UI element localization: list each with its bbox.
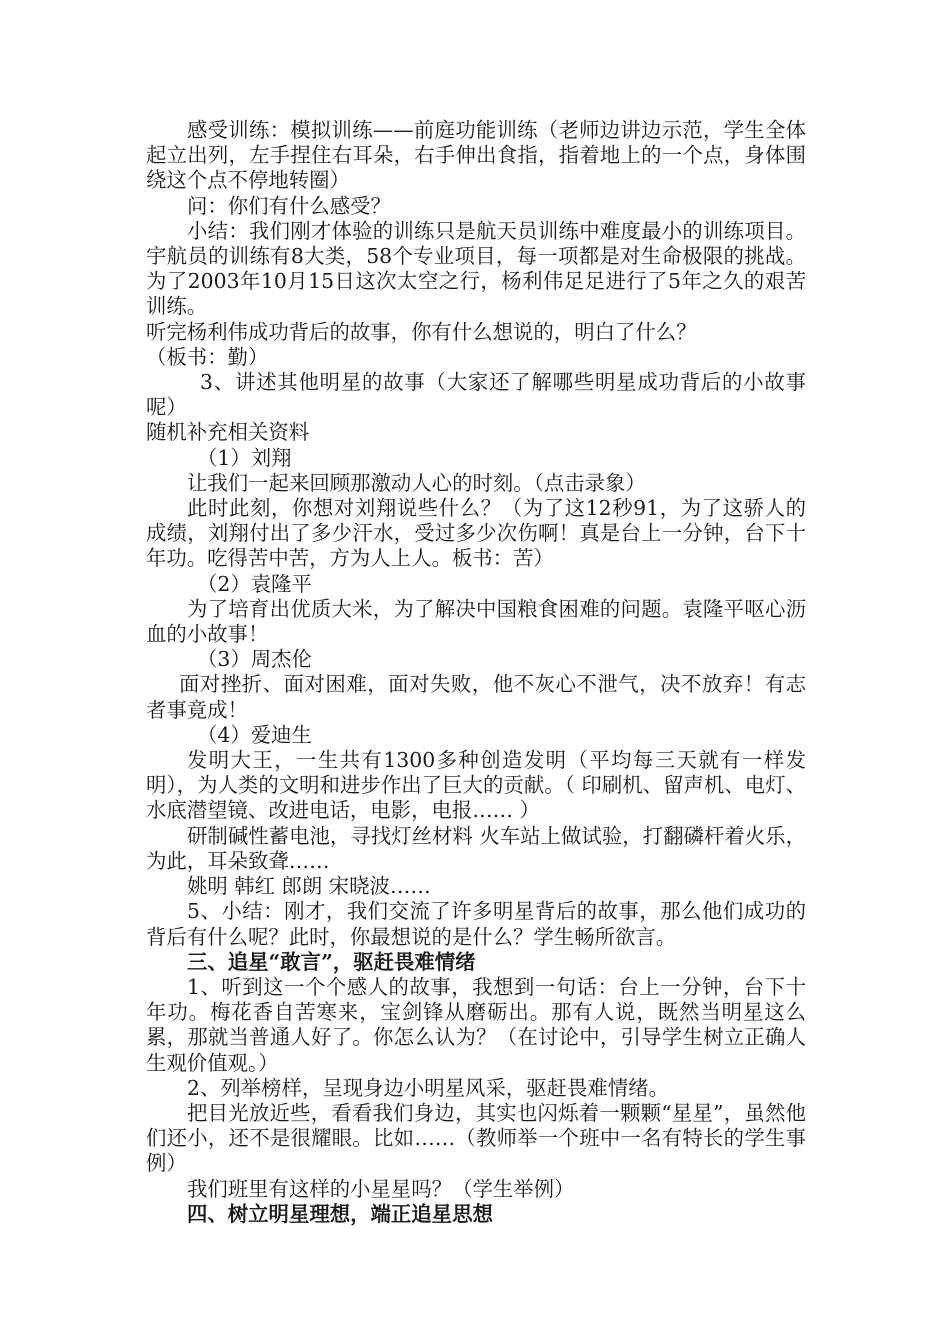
paragraph: 姚明 韩红 郎朗 宋晓波…… [187, 874, 431, 899]
paragraph: 听完杨利伟成功背后的故事，你有什么想说的，明白了什么？ [146, 319, 697, 344]
paragraph: （板书：勤） [146, 344, 269, 369]
paragraph: 面对挫折、面对困难，面对失败，他不灰心不泄气，决不放弃！有志者事竟成！ [146, 672, 806, 722]
paragraph: 小结：我们刚才体验的训练只是航天员训练中难度最小的训练项目。宇航员的训练有8大类，58个专业项目，每一项都是对生命极限的挑战。为了2003年10月15日这次太空之行，杨利伟足足进行了5年之久的艰苦训练。 [146, 218, 806, 319]
section-heading: 三、追星“敢言”，驱赶畏难情绪 [187, 949, 476, 974]
paragraph: 我们班里有这样的小星星吗？（学生举例） [187, 1176, 575, 1201]
paragraph: （3）周杰伦 [197, 647, 312, 672]
paragraph: 随机补充相关资料 [146, 420, 310, 445]
paragraph: 此时此刻，你想对刘翔说些什么？（为了这12秒91，为了这骄人的成绩，刘翔付出了多少汗水，受过多少次伤啊！真是台上一分钟，台下十年功。吃得苦中苦，方为人上人。板书：苦） [146, 496, 806, 571]
paragraph: 5、小结：刚才，我们交流了许多明星背后的故事，那么他们成功的背后有什么呢？此时，你最想说的是什么？学生畅所欲言。 [146, 899, 806, 949]
paragraph: 让我们一起来回顾那激动人心的时刻。（点击录象） [187, 470, 646, 495]
paragraph: 2、列举榜样，呈现身边小明星风采，驱赶畏难情绪。 [187, 1075, 669, 1100]
paragraph: 发明大王，一生共有1300多种创造发明（平均每三天就有一样发明），为人类的文明和进步作出了巨大的贡献。（ 印刷机、留声机、电灯、水底潜望镜、改进电话，电影，电报…… ） [146, 748, 806, 823]
paragraph: 感受训练：模拟训练——前庭功能训练（老师边讲边示范，学生全体起立出列，左手捏住右耳朵，右手伸出食指，指着地上的一个点，身体围绕这个点不停地转圈） [146, 118, 806, 193]
paragraph: 为了培育出优质大米，为了解决中国粮食困难的问题。袁隆平呕心沥血的小故事！ [146, 596, 806, 647]
paragraph: 把目光放近些，看看我们身边，其实也闪烁着一颗颗“星星”，虽然他们还小，还不是很耀眼。比如……（教师举一个班中一名有特长的学生事例） [146, 1100, 806, 1176]
paragraph: 研制碱性蓄电池，寻找灯丝材料 火车站上做试验，打翻磷杆着火乐，为此，耳朵致聋…… [146, 823, 806, 873]
document-body [146, 118, 806, 1227]
paragraph: （4）爱迪生 [197, 722, 312, 747]
paragraph: 3、讲述其他明星的故事（大家还了解哪些明星成功背后的小故事呢） [146, 370, 806, 420]
section-heading: 四、树立明星理想，端正追星思想 [187, 1201, 493, 1226]
paragraph: （1）刘翔 [197, 445, 292, 470]
paragraph: 问：你们有什么感受？ [187, 193, 391, 218]
paragraph: （2）袁隆平 [197, 571, 312, 596]
paragraph: 1、听到这一个个感人的故事，我想到一句话：台上一分钟，台下十年功。梅花香自苦寒来，宝剑锋从磨砺出。那有人说，既然当明星这么累，那就当普通人好了。你怎么认为？（在讨论中，引导学生树立正确人生观价值观。） [146, 974, 806, 1075]
